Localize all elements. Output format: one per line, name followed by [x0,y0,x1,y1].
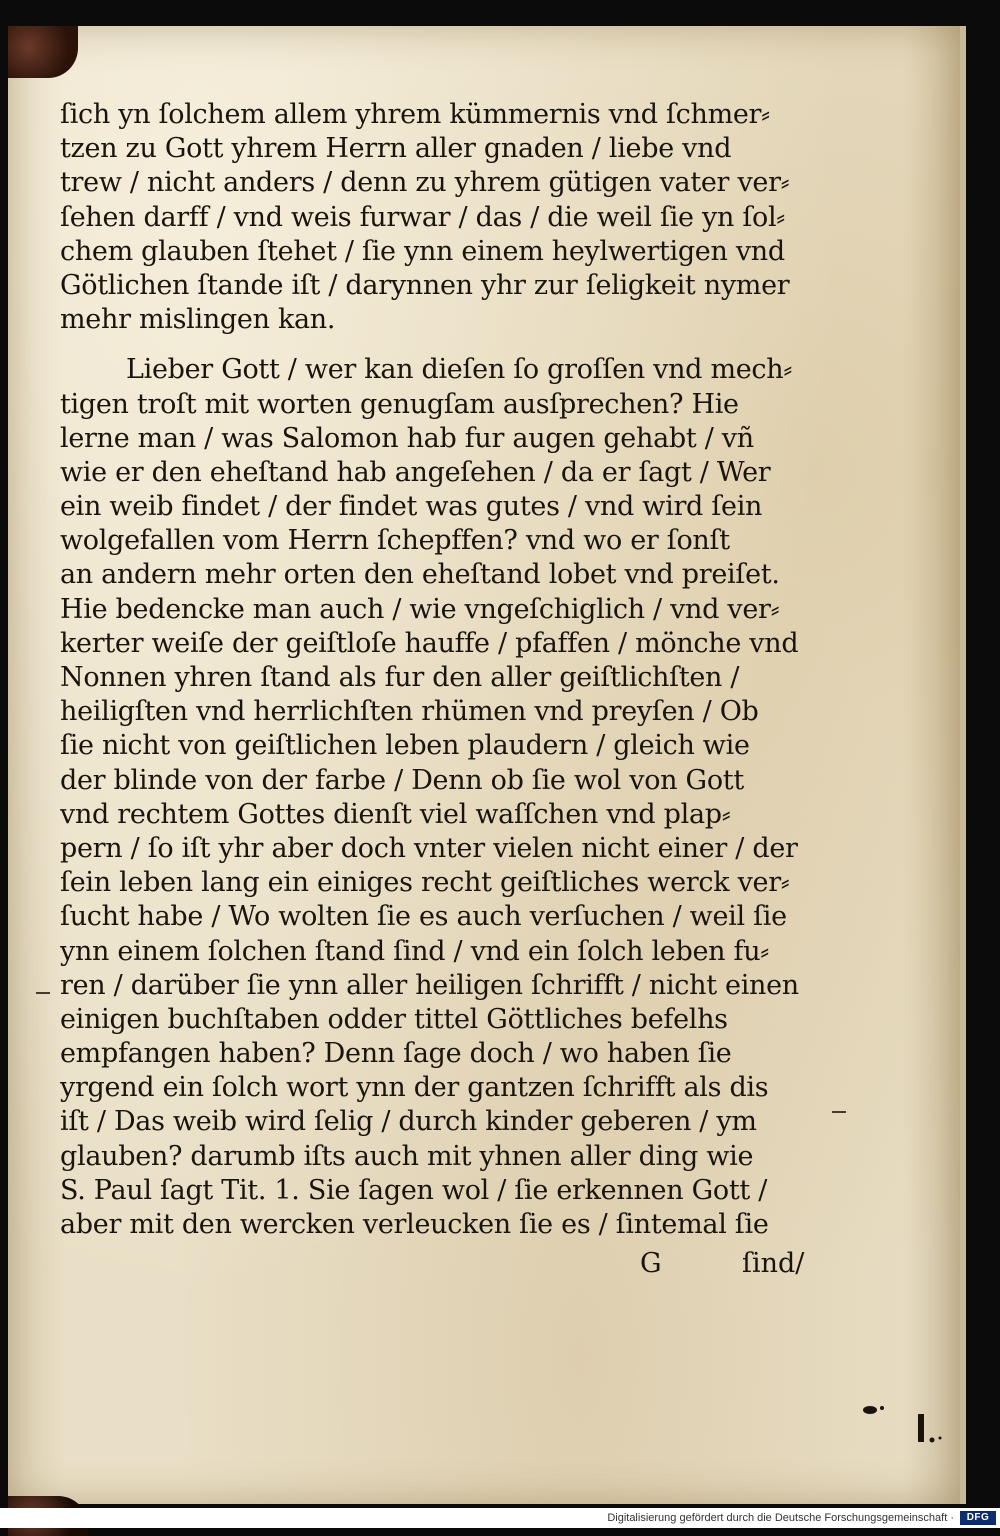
text-line: chem glauben ſtehet / ſie ynn einem heylwertigen vnd [60,235,785,267]
text-line: aber mit den wercken verleucken ſie es / ſintemal ſie [60,1209,769,1240]
text-line: ſein leben lang ein einiges recht geiſtliches werck ver⸗ [60,867,790,899]
dfg-logo: DFG [960,1511,996,1525]
text-line: an andern mehr orten den eheſtand lobet vnd preiſet. [60,559,780,591]
text-line: Lieber Gott / wer kan dieſen ſo groſſen vnd mech⸗ [126,354,793,386]
text-line: ſich yn ſolchem allem yhrem kümmernis vnd ſchmer⸗ [60,99,770,130]
text-line: trew / nicht anders / denn zu yhrem gütigen vater ver⸗ [60,167,790,199]
text-line: ynn einem ſolchen ſtand ſind / vnd ein ſolch leben fu⸗ [60,935,769,967]
margin-mark [832,1111,846,1113]
page-edge [960,26,966,1504]
text-line: ſie nicht von geiſtlichen leben plaudern / gleich wie [60,730,750,762]
text-line: ſucht habe / Wo wolten ſie es auch verſuchen / weil ſie [60,901,787,933]
text-line: wolgefallen vom Herrn ſchepffen? vnd wo er ſonſt [60,525,730,557]
text-line: yrgend ein ſolch wort ynn der gantzen ſchrifft als dis [60,1072,769,1104]
text-line: wie er den eheſtand hab angeſehen / da er ſagt / Wer [60,456,771,488]
text-line: kerter weiſe der geiſtloſe hauffe / pfaffen / mönche vnd [60,627,799,659]
text-line: ren / darüber ſie ynn aller heiligen ſchrifft / nicht einen [60,969,799,1001]
text-line: pern / ſo iſt yhr aber doch vnter vielen nicht einer / der [60,832,798,864]
text-line: vnd rechtem Gottes dienſt viel waſſchen vnd plap⸗ [60,798,731,830]
text-line: mehr mislingen kan. [60,304,336,336]
text-line: ſehen darff / vnd weis furwar / das / die weil ſie yn ſol⸗ [60,201,785,233]
text-line: S. Paul ſagt Tit. 1. Sie ſagen wol / ſie erkennen Gott / [60,1174,767,1206]
text-line: empfangen haben? Denn ſage doch / wo haben ſie [60,1038,732,1070]
text-line: Nonnen yhren ſtand als fur den aller geiſtlichſten / [60,662,740,693]
paragraph-2 [60,353,830,1242]
text-line: ein weib findet / der findet was gutes / vnd wird ſein [60,491,763,523]
binding-corner-top [8,26,78,78]
text-line: iſt / Das weib wird ſelig / durch kinder geberen / ym [60,1106,757,1138]
text-line: der blinde von der farbe / Denn ob ſie wol von Gott [60,764,744,796]
book-page [8,26,960,1504]
paragraph-1 [60,98,830,337]
ink-blot [848,1396,948,1456]
text-line: tzen zu Gott yhrem Herrn aller gnaden / liebe vnd [60,133,732,165]
paragraph-gap [60,337,830,353]
signature-mark: G [640,1248,662,1279]
footer-bar [0,1508,1000,1528]
text-line: tigen troſt mit worten genugſam ausſprechen? Hie [60,388,739,420]
page-text [60,98,830,1242]
catchword: ſind/ [742,1248,805,1279]
text-line: glauben? darumb iſts auch mit yhnen aller ding wie [60,1140,754,1172]
text-line: heiligſten vnd herrlichſten rhümen vnd preyſen / Ob [60,696,759,728]
text-line: Hie bedencke man auch / wie vngeſchiglich / vnd ver⸗ [60,593,780,625]
footer-credit: Digitalisierung gefördert durch die Deutsche Forschungsgemeinschaft · [607,1512,954,1524]
margin-mark [36,992,50,994]
text-line: lerne man / was Salomon hab fur augen gehabt / vñ [60,422,754,454]
page-foot [60,1248,830,1284]
text-line: einigen buchſtaben odder tittel Göttliches befelhs [60,1003,728,1035]
text-line: Götlichen ſtande iſt / darynnen yhr zur ſeligkeit nymer [60,269,790,301]
